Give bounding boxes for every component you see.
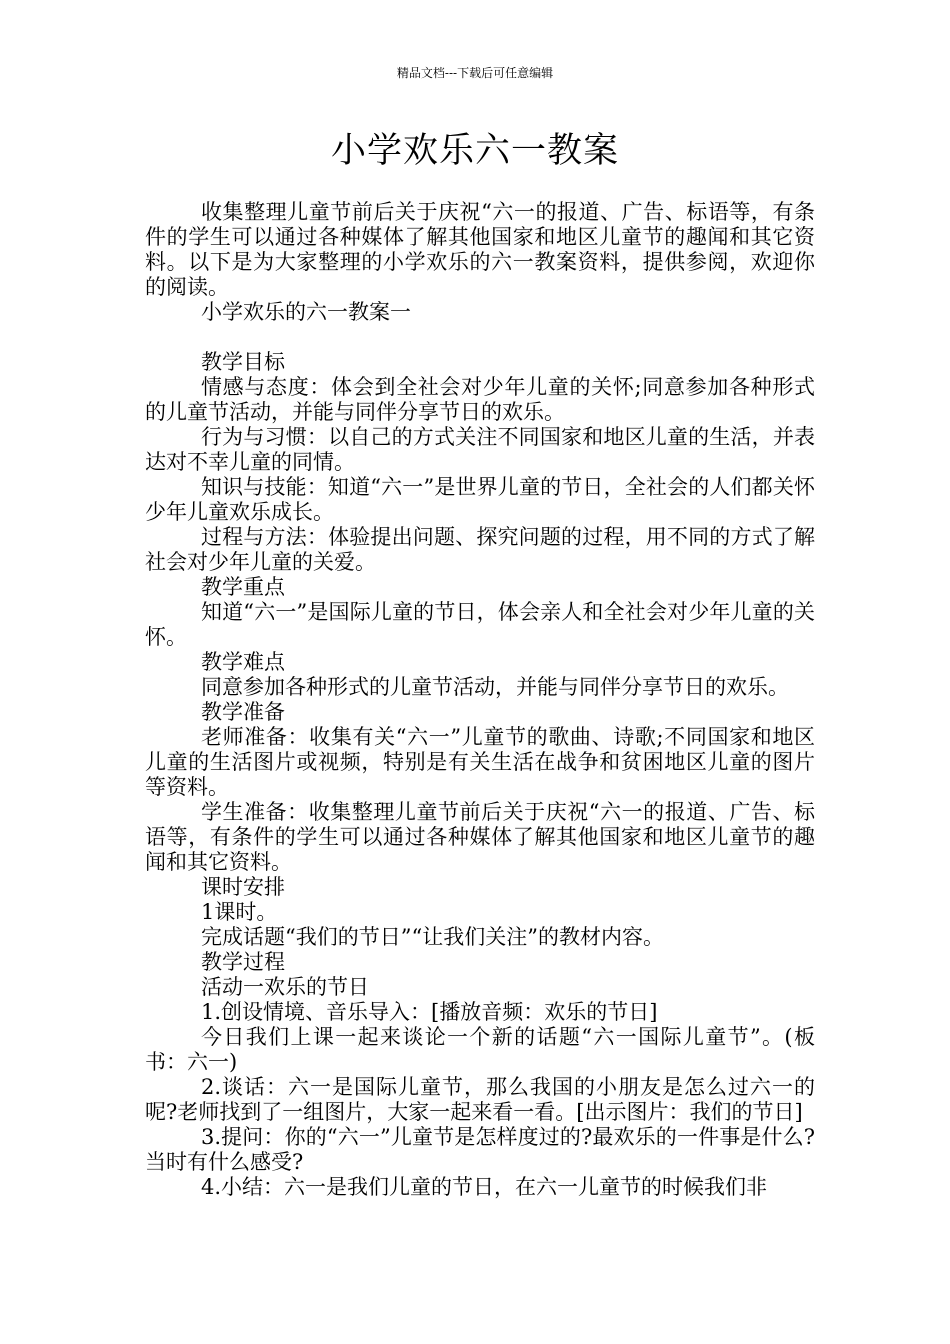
section-heading: 教学准备 xyxy=(201,700,285,724)
section-heading: 教学重点 xyxy=(201,575,285,599)
section-heading: 课时安排 xyxy=(201,875,285,899)
paragraph: 2.谈话：六一是国际儿童节，那么我国的小朋友是怎么过六一的呢?老师找到了一组图片，大家一起来看一看。[出示图片：我们的节日] xyxy=(145,1075,815,1124)
paragraph: 学生准备：收集整理儿童节前后关于庆祝“六一的报道、广告、标语等，有条件的学生可以通过各种媒体了解其他国家和地区儿童节的趣闻和其它资料。 xyxy=(145,800,815,874)
paragraph: 知识与技能：知道“六一”是世界儿童的节日，全社会的人们都关怀少年儿童欢乐成长。 xyxy=(145,475,815,524)
paragraph: 1.创设情境、音乐导入：[播放音频：欢乐的节日] xyxy=(201,1000,658,1024)
section-heading: 教学目标 xyxy=(201,350,285,374)
paragraph: 活动一欢乐的节日 xyxy=(201,975,369,999)
document-body xyxy=(145,200,815,1200)
page-header: 精品文档---下载后可任意编辑 xyxy=(396,66,554,80)
paragraph: 完成话题“我们的节日”“让我们关注”的教材内容。 xyxy=(201,925,664,949)
document-title: 小学欢乐六一教案 xyxy=(330,131,619,171)
paragraph: 老师准备：收集有关“六一”儿童节的歌曲、诗歌;不同国家和地区儿童的生活图片或视频，特别是有关生活在战争和贫困地区儿童的图片等资料。 xyxy=(145,725,815,799)
section-heading: 教学过程 xyxy=(201,950,285,974)
paragraph: 3.提问：你的“六一”儿童节是怎样度过的?最欢乐的一件事是什么?当时有什么感受? xyxy=(145,1125,815,1174)
blank-line xyxy=(145,325,815,350)
paragraph: 情感与态度：体会到全社会对少年儿童的关怀;同意参加各种形式的儿童节活动，并能与同伴分享节日的欢乐。 xyxy=(145,375,815,424)
paragraph: 收集整理儿童节前后关于庆祝“六一的报道、广告、标语等，有条件的学生可以通过各种媒体了解其他国家和地区儿童节的趣闻和其它资料。以下是为大家整理的小学欢乐的六一教案资料，提供参阅，欢迎你的阅读。 xyxy=(145,200,815,299)
section-heading: 教学难点 xyxy=(201,650,285,674)
paragraph: 行为与习惯：以自己的方式关注不同国家和地区儿童的生活，并表达对不幸儿童的同情。 xyxy=(145,425,815,474)
paragraph: 同意参加各种形式的儿童节活动，并能与同伴分享节日的欢乐。 xyxy=(201,675,789,699)
paragraph: 知道“六一”是国际儿童的节日，体会亲人和全社会对少年儿童的关怀。 xyxy=(145,600,815,649)
paragraph: 小学欢乐的六一教案一 xyxy=(201,300,411,324)
paragraph: 4.小结：六一是我们儿童的节日，在六一儿童节的时候我们非 xyxy=(201,1175,768,1199)
paragraph: 过程与方法：体验提出问题、探究问题的过程，用不同的方式了解社会对少年儿童的关爱。 xyxy=(145,525,815,574)
paragraph: 1课时。 xyxy=(201,900,278,924)
paragraph: 今日我们上课一起来谈论一个新的话题“六一国际儿童节”。(板书：六一) xyxy=(145,1025,815,1074)
